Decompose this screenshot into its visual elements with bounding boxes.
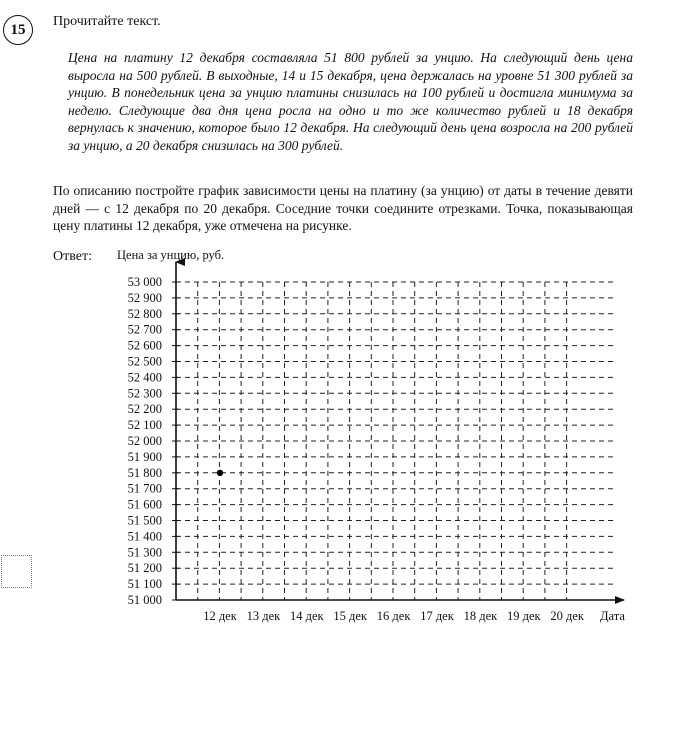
y-tick-label: 51 100: [127, 577, 162, 592]
x-tick-label: 17 дек: [420, 609, 454, 623]
data-point[interactable]: [217, 470, 223, 476]
chart-axes: [172, 262, 624, 600]
y-tick-label: 52 400: [127, 370, 162, 385]
y-tick-label: 51 900: [127, 449, 162, 464]
y-tick-label: 51 500: [127, 513, 162, 528]
y-tick-label: 52 100: [127, 418, 162, 433]
x-tick-labels: [203, 609, 585, 623]
y-tick-label: 53 000: [127, 275, 162, 289]
y-tick-label: 51 800: [127, 465, 162, 480]
x-tick-label: 20 дек: [550, 609, 585, 623]
x-tick-label: 13 дек: [246, 609, 281, 623]
y-tick-label: 52 800: [127, 306, 162, 321]
y-tick-label: 51 700: [127, 481, 162, 496]
x-tick-label: 19 дек: [506, 609, 541, 623]
x-tick-label: 18 дек: [463, 609, 498, 623]
x-tick-label: 15 дек: [333, 609, 368, 623]
question-number: 15: [3, 15, 33, 45]
chart-grid: [176, 282, 617, 600]
instruction: Прочитайте текст.: [53, 14, 161, 29]
data-points[interactable]: [217, 470, 223, 476]
x-tick-label: 16 дек: [376, 609, 411, 623]
y-tick-label: 52 700: [127, 322, 162, 337]
y-tick-label: 51 300: [127, 545, 162, 560]
y-tick-label: 51 400: [127, 529, 162, 544]
y-tick-label: 52 300: [127, 386, 162, 401]
reading-text: Цена на платину 12 декабря составляла 51 800 рублей за унцию. На следующий день цена выросла на 500 рублей. В выходные, 14 и 15 декабря, цена держалась на уровне 51 300 рублей за унцию. В понедельник цена за унцию платины снизилась на 100 рублей и достигла минимума за неделю. Следующие два дня цена росла на одно и то же количество рублей и 18 декабря вернулась к значению, которое было 12 декабря. На следующий день цена возросла на 200 рублей за унцию, а 20 декабря снизилась на 300 рублей.: [68, 50, 633, 153]
y-tick-label: 51 000: [127, 593, 162, 607]
y-tick-label: 52 900: [127, 290, 162, 305]
y-tick-labels: [128, 275, 162, 607]
x-tick-label: 14 дек: [289, 609, 324, 623]
x-tick-label: 12 дек: [203, 609, 237, 623]
y-tick-label: 52 000: [127, 434, 162, 448]
x-axis-label: Дата: [600, 609, 625, 623]
y-tick-label: 51 600: [127, 497, 162, 512]
task-text: По описанию постройте график зависимости цены на платину (за унцию) от даты в течение девяти дней — с 12 декабря по 20 декабря. Соседние точки соедините отрезками. Точка, показывающая цену платины 12 декабря, уже отмечена на рисунке.: [53, 183, 633, 233]
y-tick-label: 52 200: [127, 402, 162, 417]
y-tick-label: 52 500: [127, 354, 162, 369]
y-axis-label: Цена за унцию, руб.: [117, 248, 225, 262]
y-tick-label: 52 600: [127, 338, 162, 353]
answer-label: Ответ:: [53, 249, 92, 264]
y-tick-label: 51 200: [127, 561, 162, 576]
